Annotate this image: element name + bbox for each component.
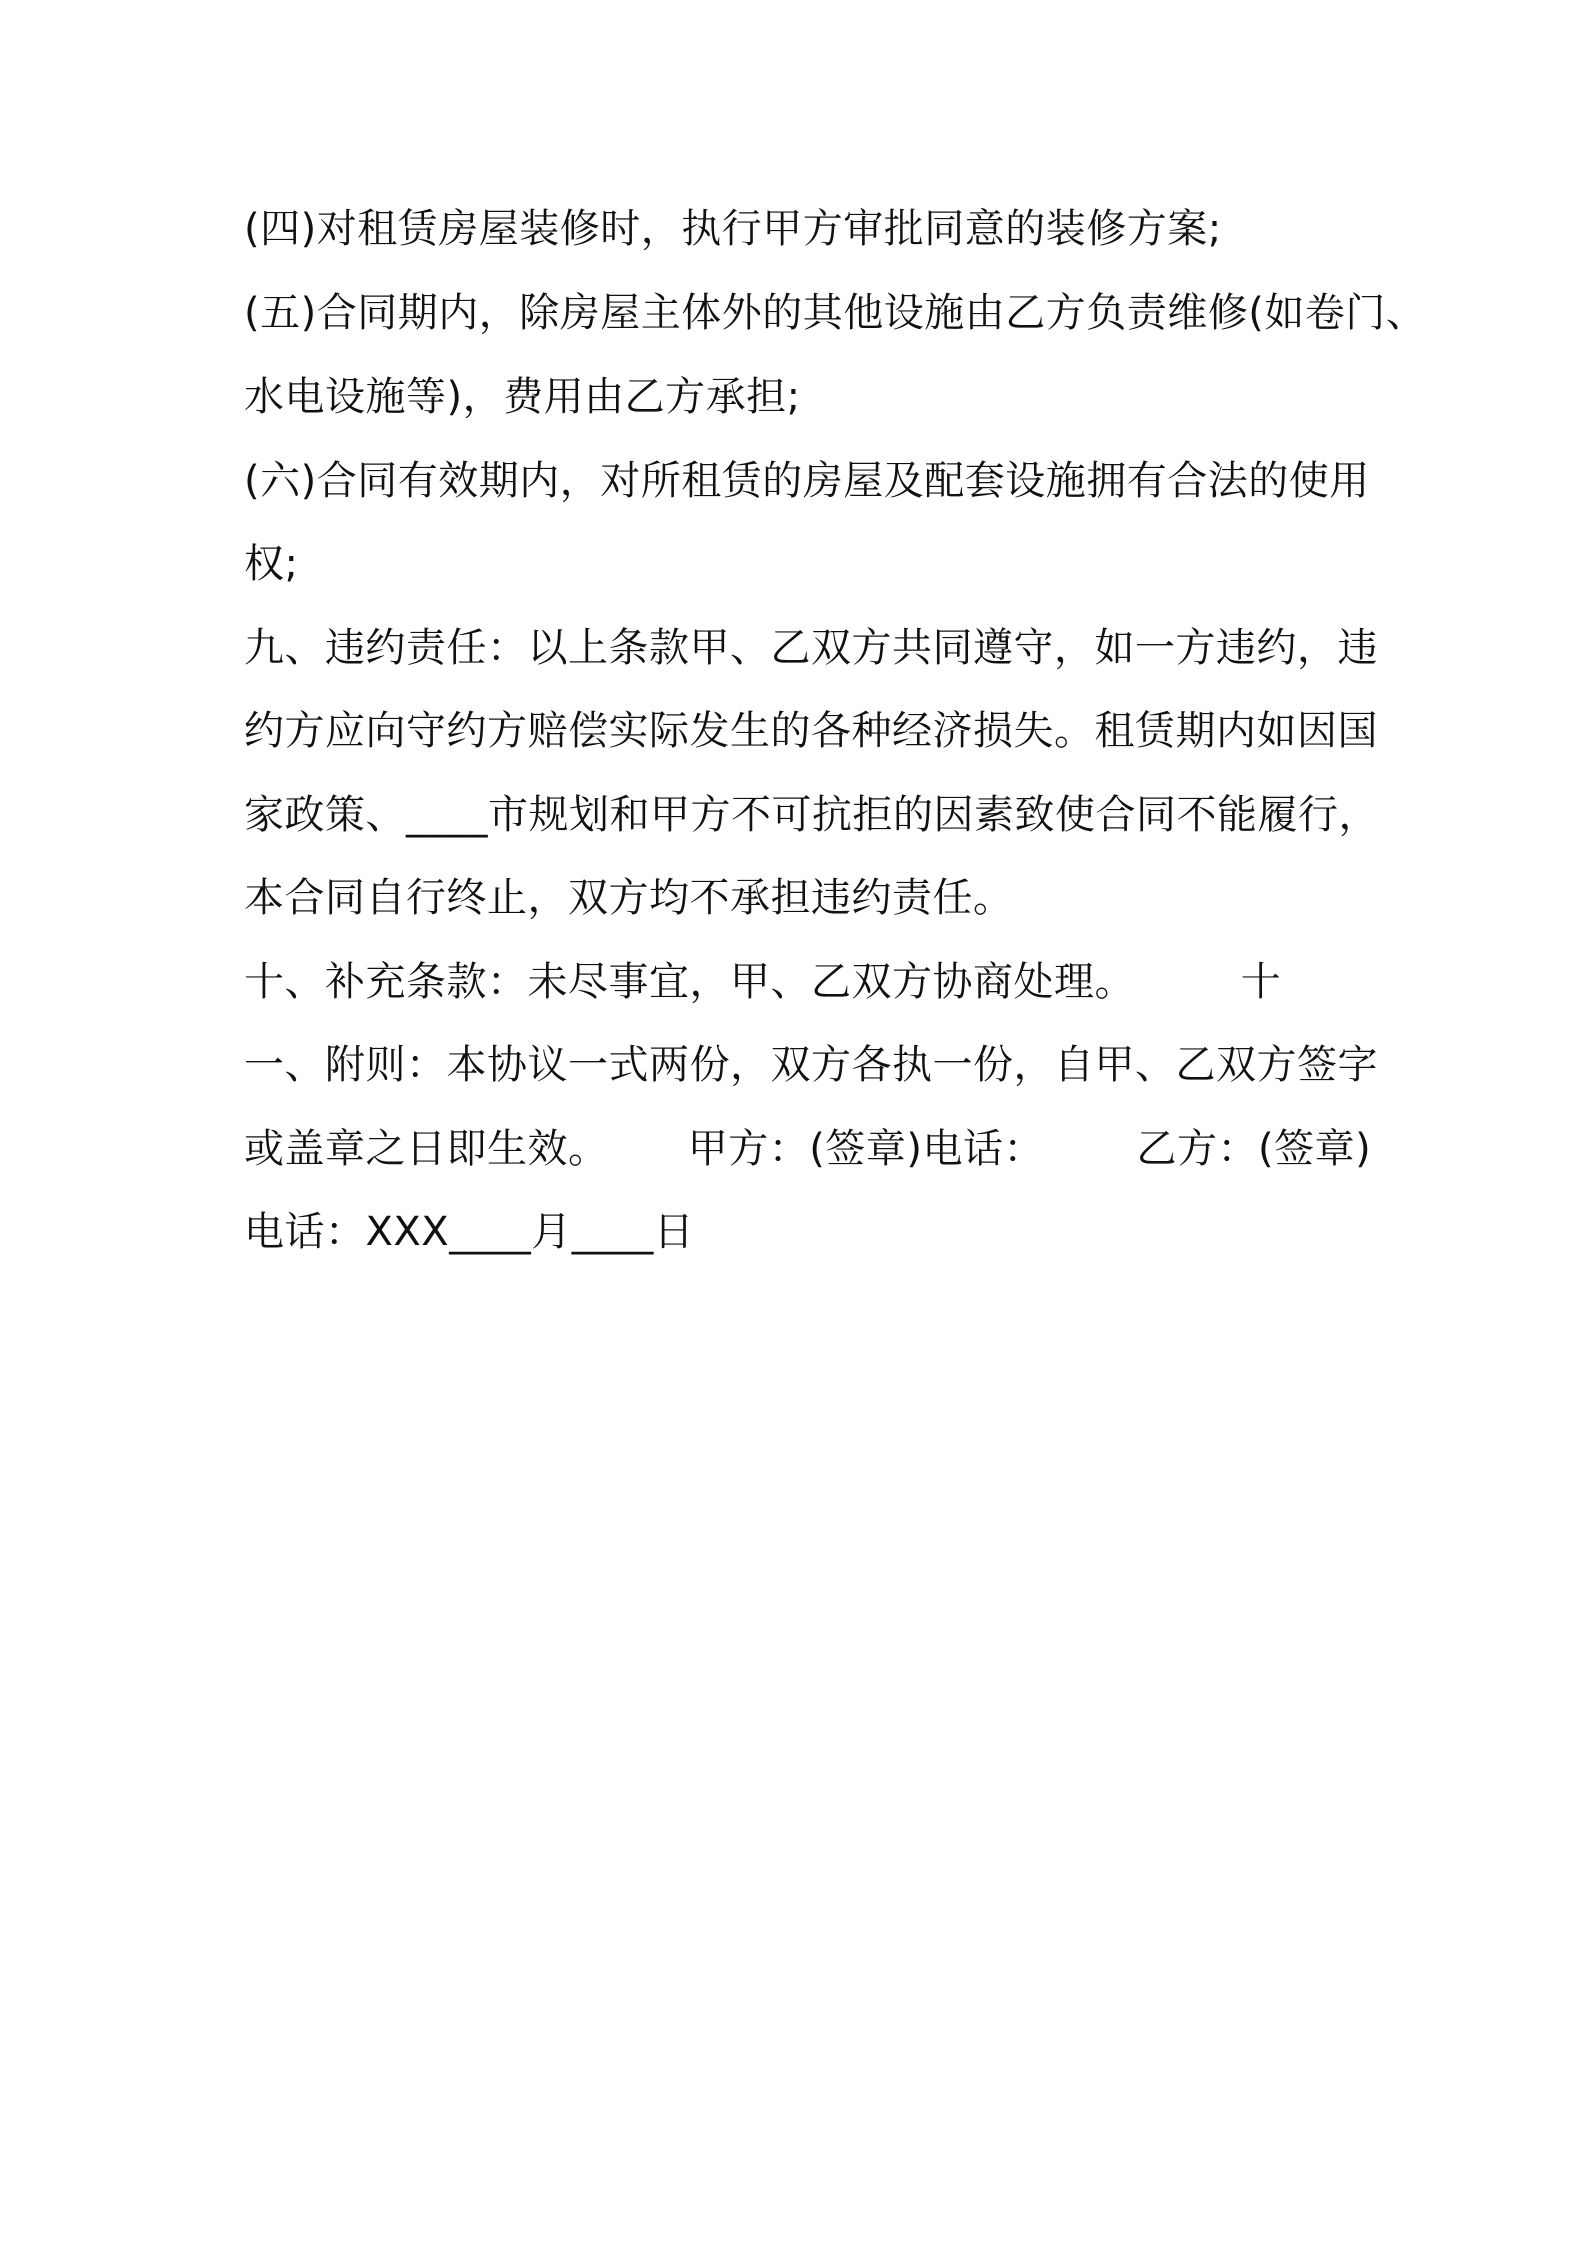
section-9-text-cont-3: 本合同自行终止，双方均不承担违约责任。 bbox=[244, 875, 1014, 921]
clause-5-text-cont: 水电设施等)，费用由乙方承担; bbox=[244, 374, 801, 420]
section-10-text: 十、补充条款：未尽事宜，甲、乙双方协商处理。 十 bbox=[244, 959, 1282, 1005]
clause-6-text: (六)合同有效期内，对所租赁的房屋及配套设施拥有合法的使用 bbox=[244, 458, 1370, 504]
clause-5-text: (五)合同期内，除房屋主体外的其他设施由乙方负责维修(如卷门、 bbox=[244, 290, 1427, 336]
section-9-text-cont-2: 家政策、____市规划和甲方不可抗拒的因素致使合同不能履行， bbox=[244, 792, 1379, 838]
section-9-text-cont-1: 约方应向守约方赔偿实际发生的各种经济损失。租赁期内如因国 bbox=[244, 708, 1378, 754]
clause-6-text-cont: 权; bbox=[244, 541, 299, 587]
section-9-heading-text: 九、违约责任：以上条款甲、乙双方共同遵守，如一方违约，违 bbox=[244, 625, 1378, 671]
signature-line: 或盖章之日即生效。 甲方：(签章)电话： 乙方：(签章) bbox=[244, 1126, 1372, 1172]
clause-4-text: (四)对租赁房屋装修时，执行甲方审批同意的装修方案; bbox=[244, 206, 1222, 252]
section-11-text: 一、附则：本协议一式两份，双方各执一份，自甲、乙双方签字 bbox=[244, 1042, 1378, 1088]
phone-date-line: 电话：XXX____月____日 bbox=[244, 1209, 695, 1255]
